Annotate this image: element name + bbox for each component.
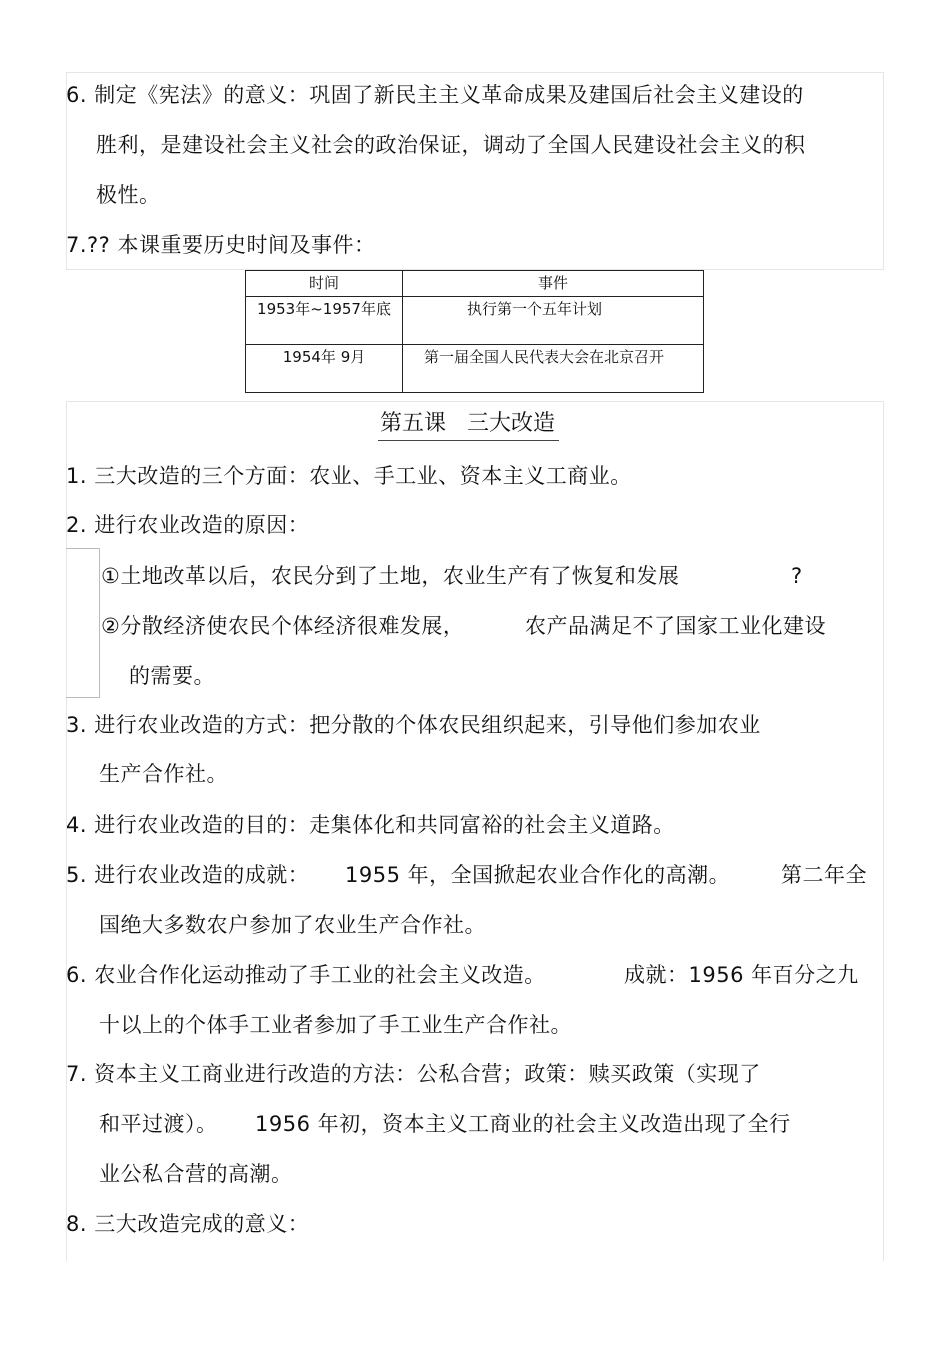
header-time: 时间 — [246, 271, 403, 297]
significance-line-3: 极性。 — [96, 183, 161, 207]
point-7-line-1: 7. 资本主义工商业进行改造的方法：公私合营；政策：赎买政策（实现了 — [66, 1062, 761, 1086]
significance-line-1: 6. 制定《宪法》的意义：巩固了新民主主义革命成果及建国后社会主义建设的 — [66, 83, 804, 107]
point-7-line-2a: 和平过渡）。 — [99, 1112, 218, 1136]
point-5-text-end: 第二年全 — [781, 863, 867, 887]
point-3-line-2: 生产合作社。 — [99, 762, 228, 786]
point-7-line-3: 业公私合营的高潮。 — [99, 1162, 293, 1186]
events-table — [245, 270, 704, 393]
point-2-reason-b-part1: ②分散经济使农民个体经济很难发展， — [101, 614, 465, 638]
point-2-reason-a: ①土地改革以后，农民分到了土地，农业生产有了恢复和发展 — [101, 564, 680, 588]
point-2-reason-b-part3: 的需要。 — [129, 664, 215, 688]
point-1: 1. 三大改造的三个方面：农业、手工业、资本主义工商业。 — [66, 464, 632, 488]
point-3-line-1: 3. 进行农业改造的方式：把分散的个体农民组织起来，引导他们参加农业 — [66, 713, 761, 737]
point-2-reason-a-mark: ? — [791, 564, 803, 588]
point-2-reason-b-part2: 农产品满足不了国家工业化建设 — [525, 614, 826, 638]
point-6-text: 6. 农业合作化运动推动了手工业的社会主义改造。 — [66, 963, 546, 987]
table-header-row — [246, 271, 704, 297]
point-4: 4. 进行农业改造的目的：走集体化和共同富裕的社会主义道路。 — [66, 813, 675, 837]
point-7-line-2b: 1956 年初，资本主义工商业的社会主义改造出现了全行 — [255, 1112, 791, 1136]
header-event: 事件 — [403, 271, 704, 297]
row-time: 1953年~1957年底 — [246, 297, 403, 345]
row-event: 执行第一个五年计划 — [403, 297, 704, 345]
lesson-title: 第五课 三大改造 — [378, 410, 559, 441]
row-event: 第一届全国人民代表大会在北京召开 — [403, 345, 704, 393]
point-6-achievement: 成就：1956 年百分之九 — [624, 963, 859, 987]
point-2: 2. 进行农业改造的原因： — [66, 513, 310, 537]
point-5-line-2: 国绝大多数农户参加了农业生产合作社。 — [99, 913, 486, 937]
row-time: 1954年 9月 — [246, 345, 403, 393]
table-row — [246, 345, 704, 393]
table-row — [246, 297, 704, 345]
bracket-mark — [66, 548, 100, 698]
point-8: 8. 三大改造完成的意义： — [66, 1212, 310, 1236]
point-5-text: 1955 年，全国掀起农业合作化的高潮。 — [345, 863, 731, 887]
key-events-heading: 7.?? 本课重要历史时间及事件： — [66, 233, 376, 257]
significance-line-2: 胜利，是建设社会主义社会的政治保证，调动了全国人民建设社会主义的积 — [96, 133, 806, 157]
point-5-label: 5. 进行农业改造的成就： — [66, 863, 310, 887]
point-6-line-2: 十以上的个体手工业者参加了手工业生产合作社。 — [99, 1013, 572, 1037]
